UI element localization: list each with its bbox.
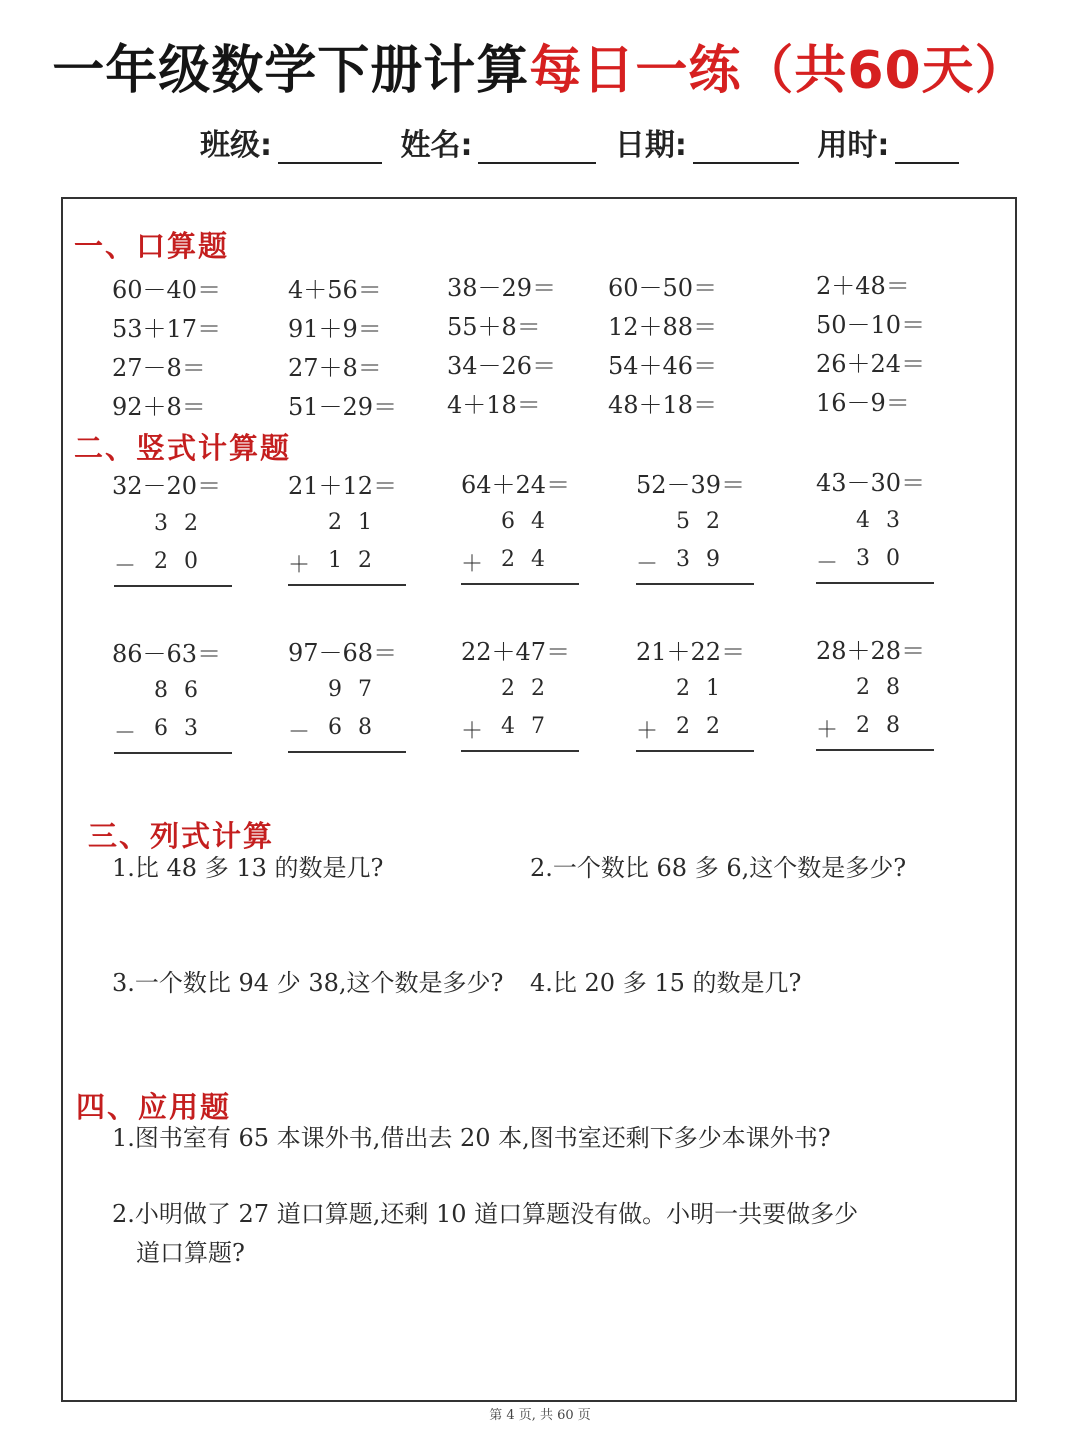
vertical-operator: ＋ [288, 553, 311, 578]
vertical-operator: ＋ [461, 552, 484, 577]
vertical-top-number: 21 [328, 510, 388, 535]
vertical-bottom-number: 28 [856, 713, 916, 738]
list-calc-question: 2.一个数比 68 多 6,这个数是多少? [530, 854, 907, 882]
vertical-operator: － [288, 720, 311, 745]
vertical-form [461, 676, 581, 746]
vertical-expression: 32－20＝ [112, 472, 222, 500]
oral-problem: 60－50＝ [608, 274, 718, 302]
vertical-expression: 21＋12＝ [288, 472, 398, 500]
name-label: 姓名: [400, 128, 473, 163]
section-list-calc-title: 三、列式计算 [88, 819, 275, 853]
oral-problem: 60－40＝ [112, 276, 222, 304]
list-calc-question: 3.一个数比 94 少 38,这个数是多少? [112, 969, 504, 997]
answer-line [816, 582, 934, 584]
vertical-form [114, 678, 234, 748]
oral-problem: 12＋88＝ [608, 313, 718, 341]
vertical-top-number: 64 [501, 509, 561, 534]
oral-problem: 92＋8＝ [112, 393, 206, 421]
vertical-operator: － [114, 554, 137, 579]
answer-line [114, 585, 232, 587]
vertical-form [636, 676, 756, 746]
vertical-form [114, 511, 234, 581]
answer-line [288, 584, 406, 586]
oral-problem: 27＋8＝ [288, 354, 382, 382]
vertical-operator: ＋ [636, 719, 659, 744]
vertical-expression: 52－39＝ [636, 471, 746, 499]
oral-problem: 34－26＝ [447, 352, 557, 380]
answer-line [636, 750, 754, 752]
oral-problem: 48＋18＝ [608, 391, 718, 419]
vertical-form [461, 509, 581, 579]
class-blank[interactable] [278, 130, 382, 164]
answer-line [461, 750, 579, 752]
vertical-bottom-number: 63 [154, 716, 214, 741]
vertical-expression: 86－63＝ [112, 640, 222, 668]
vertical-form [636, 509, 756, 579]
vertical-expression: 43－30＝ [816, 469, 926, 497]
date-blank[interactable] [693, 130, 799, 164]
vertical-bottom-number: 24 [501, 547, 561, 572]
time-blank[interactable] [895, 130, 959, 164]
title-main: 一年级数学下册计算 [52, 41, 530, 101]
vertical-top-number: 52 [676, 509, 736, 534]
oral-problem: 16－9＝ [816, 389, 910, 417]
vertical-bottom-number: 12 [328, 548, 388, 573]
oral-problem: 26＋24＝ [816, 350, 926, 378]
vertical-bottom-number: 39 [676, 547, 736, 572]
list-calc-question: 4.比 20 多 15 的数是几? [530, 969, 802, 997]
vertical-bottom-number: 30 [856, 546, 916, 571]
oral-problem: 50－10＝ [816, 311, 926, 339]
vertical-expression: 21＋22＝ [636, 638, 746, 666]
time-label: 用时: [817, 128, 890, 163]
oral-problem: 51－29＝ [288, 393, 398, 421]
answer-line [114, 752, 232, 754]
vertical-operator: － [636, 552, 659, 577]
page-footer: 第 4 页, 共 60 页 [489, 1408, 591, 1423]
vertical-form [288, 510, 408, 580]
vertical-operator: ＋ [461, 719, 484, 744]
vertical-top-number: 86 [154, 678, 214, 703]
section-applied-title: 四、应用题 [76, 1090, 232, 1124]
vertical-expression: 97－68＝ [288, 639, 398, 667]
answer-line [461, 583, 579, 585]
vertical-top-number: 43 [856, 508, 916, 533]
student-info-row [200, 120, 959, 164]
date-label: 日期: [614, 128, 687, 163]
vertical-operator: － [816, 551, 839, 576]
vertical-expression: 22＋47＝ [461, 638, 571, 666]
vertical-bottom-number: 22 [676, 714, 736, 739]
oral-problem: 55＋8＝ [447, 313, 541, 341]
vertical-operator: － [114, 721, 137, 746]
applied-question: 1.图书室有 65 本课外书,借出去 20 本,图书室还剩下多少本课外书? [112, 1124, 831, 1152]
vertical-top-number: 21 [676, 676, 736, 701]
oral-problem: 91＋9＝ [288, 315, 382, 343]
answer-line [636, 583, 754, 585]
answer-line [288, 751, 406, 753]
vertical-bottom-number: 20 [154, 549, 214, 574]
vertical-operator: ＋ [816, 718, 839, 743]
vertical-bottom-number: 68 [328, 715, 388, 740]
section-oral-title: 一、口算题 [74, 229, 230, 263]
applied-question: 2.小明做了 27 道口算题,还剩 10 道口算题没有做。小明一共要做多少 [112, 1200, 859, 1228]
vertical-top-number: 97 [328, 677, 388, 702]
name-blank[interactable] [478, 130, 596, 164]
oral-problem: 4＋56＝ [288, 276, 382, 304]
section-vertical-title: 二、竖式计算题 [74, 431, 292, 465]
oral-problem: 54＋46＝ [608, 352, 718, 380]
vertical-top-number: 32 [154, 511, 214, 536]
answer-line [816, 749, 934, 751]
oral-problem: 53＋17＝ [112, 315, 222, 343]
oral-problem: 4＋18＝ [447, 391, 541, 419]
oral-problem: 2＋48＝ [816, 272, 910, 300]
oral-problem: 38－29＝ [447, 274, 557, 302]
class-label: 班级: [200, 128, 272, 163]
vertical-form [816, 675, 936, 745]
vertical-form [816, 508, 936, 578]
vertical-form [288, 677, 408, 747]
page-title [0, 28, 1080, 103]
vertical-top-number: 28 [856, 675, 916, 700]
title-highlight: 每日一练（共60天） [529, 41, 1028, 101]
vertical-expression: 28＋28＝ [816, 637, 926, 665]
vertical-bottom-number: 47 [501, 714, 561, 739]
vertical-expression: 64＋24＝ [461, 471, 571, 499]
applied-question-continued: 道口算题? [136, 1239, 245, 1267]
list-calc-question: 1.比 48 多 13 的数是几? [112, 854, 384, 882]
oral-problem: 27－8＝ [112, 354, 206, 382]
vertical-top-number: 22 [501, 676, 561, 701]
